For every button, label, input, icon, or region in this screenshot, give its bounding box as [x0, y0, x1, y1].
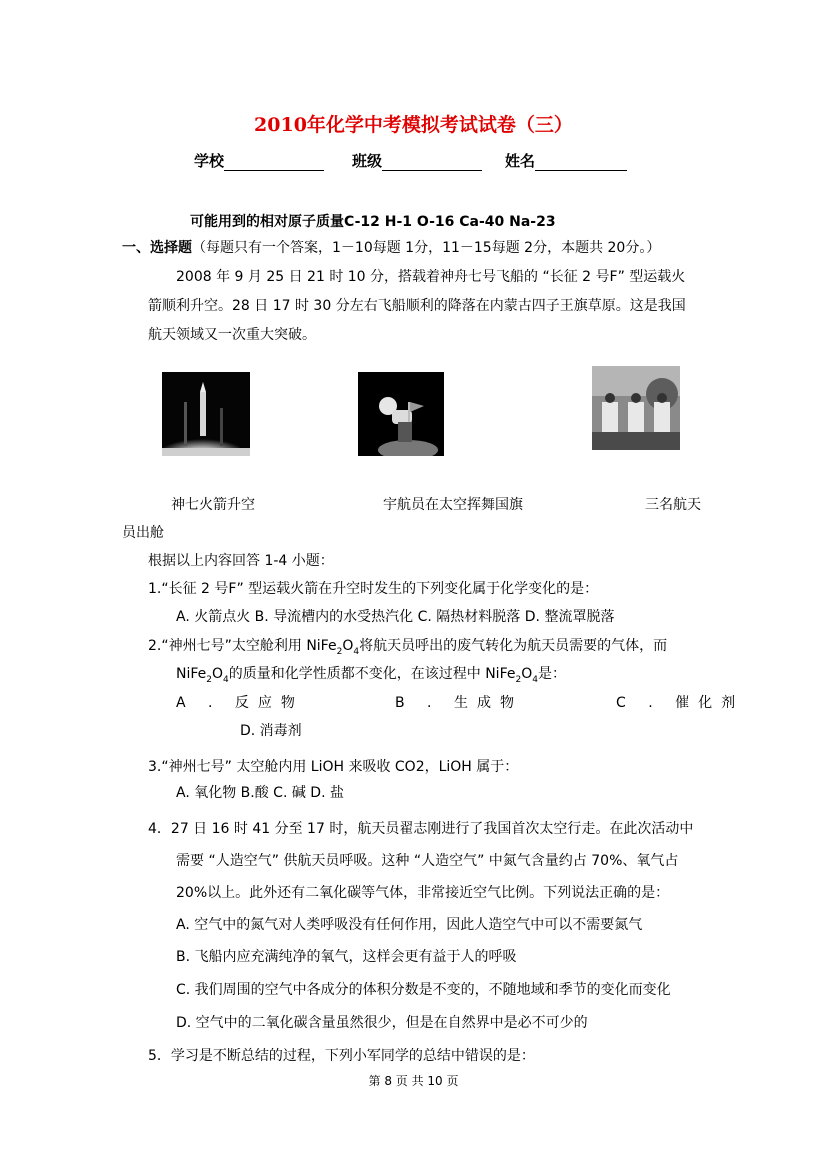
class-blank	[382, 154, 482, 171]
caption-rocket: 神七火箭升空	[171, 497, 255, 513]
school-field	[194, 150, 324, 171]
rocket-launch-image	[162, 372, 250, 456]
question-2-option-b: B . 生成物	[395, 695, 523, 711]
question-3-options: A. 氧化物 B.酸 C. 碱 D. 盐	[176, 785, 344, 801]
page-title: 2010年化学中考模拟考试试卷（三）	[254, 114, 573, 136]
section-heading	[122, 237, 660, 257]
question-1: 1.“长征 2 号F” 型运载火箭在升空时发生的下列变化属于化学变化的是：	[148, 581, 599, 597]
three-astronauts-image	[592, 366, 680, 450]
caption-astronaut: 宇航员在太空挥舞国旗	[383, 497, 523, 513]
intro-line-2: 箭顺利升空。28 日 17 时 30 分左右飞船顺利的降落在内蒙古四子王旗草原。这是我国	[148, 298, 686, 314]
question-2-line-2: $NiFe_2O_4$的质量和化学性质都不变化，在该过程中 $NiFe_2O_4$是：	[176, 666, 566, 685]
section-note: （每题只有一个答案，1－10每题 1分，11－15每题 2分，本题共 20分。）	[192, 240, 661, 256]
lead-text: 根据以上内容回答 1-4 小题：	[148, 553, 334, 569]
class-field	[352, 150, 482, 171]
question-2-option-a: A . 反应物	[176, 695, 304, 711]
question-4-option-a: A. 空气中的氮气对人类呼吸没有任何作用，因此人造空气中可以不需要氮气	[176, 917, 643, 933]
question-2-option-d: D. 消毒剂	[240, 723, 302, 739]
question-4-option-b: B. 飞船内应充满纯净的氧气，这样会更有益于人的呼吸	[176, 949, 517, 965]
question-4-option-c: C. 我们周围的空气中各成分的体积分数是不变的，不随地域和季节的变化而变化	[176, 982, 671, 998]
rocket-launch-photo	[162, 372, 250, 456]
question-4-line-2: 需要 “人造空气” 供航天员呼吸。这种 “人造空气” 中氮气含量约占 70%、氧气占	[176, 853, 679, 869]
school-blank	[224, 154, 324, 171]
question-2-line-1: 2.“神州七号”太空舱利用 $NiFe_2O_4$将航天员呼出的废气转化为航天员需要的气体，而	[148, 638, 668, 657]
school-label: 学校	[194, 152, 225, 170]
name-blank	[535, 154, 627, 171]
name-field	[505, 150, 627, 171]
question-3: 3.“神州七号” 太空舱内用 LiOH 来吸收 CO2，LiOH 属于：	[148, 759, 519, 775]
question-1-options: A. 火箭点火 B. 导流槽内的水受热汽化 C. 隔热材料脱落 D. 整流罩脱落	[176, 609, 615, 625]
question-2-option-c: C . 催化剂	[616, 695, 745, 711]
question-4-line-1: 4．27 日 16 时 41 分至 17 时，航天员翟志刚进行了我国首次太空行走。在此次活动中	[148, 821, 694, 837]
caption-crew: 三名航天	[645, 497, 701, 513]
intro-line-1: 2008 年 9 月 25 日 21 时 10 分，搭载着神舟七号飞船的 “长征 2 号F” 型运载火	[176, 269, 686, 285]
question-4-line-3: 20%以上。此外还有二氧化碳等气体，非常接近空气比例。下列说法正确的是：	[176, 885, 670, 901]
question-5: 5．学习是不断总结的过程，下列小军同学的总结中错误的是：	[148, 1048, 535, 1064]
class-label: 班级	[352, 152, 383, 170]
section-title: 一、选择题	[122, 240, 192, 256]
three-astronauts-photo	[592, 366, 680, 450]
question-4-option-d: D. 空气中的二氧化碳含量虽然很少，但是在自然界中是必不可少的	[176, 1015, 588, 1031]
intro-line-3: 航天领域又一次重大突破。	[148, 327, 316, 343]
page-footer: 第 8 页 共 10 页	[368, 1074, 459, 1088]
astronaut-flag-image	[358, 372, 444, 456]
astronaut-flag-photo	[358, 372, 444, 456]
atomic-masses: 可能用到的相对原子质量C-12 H-1 O-16 Ca-40 Na-23	[190, 214, 556, 230]
name-label: 姓名	[505, 152, 536, 170]
caption-crew-cont: 员出舱	[122, 525, 164, 541]
